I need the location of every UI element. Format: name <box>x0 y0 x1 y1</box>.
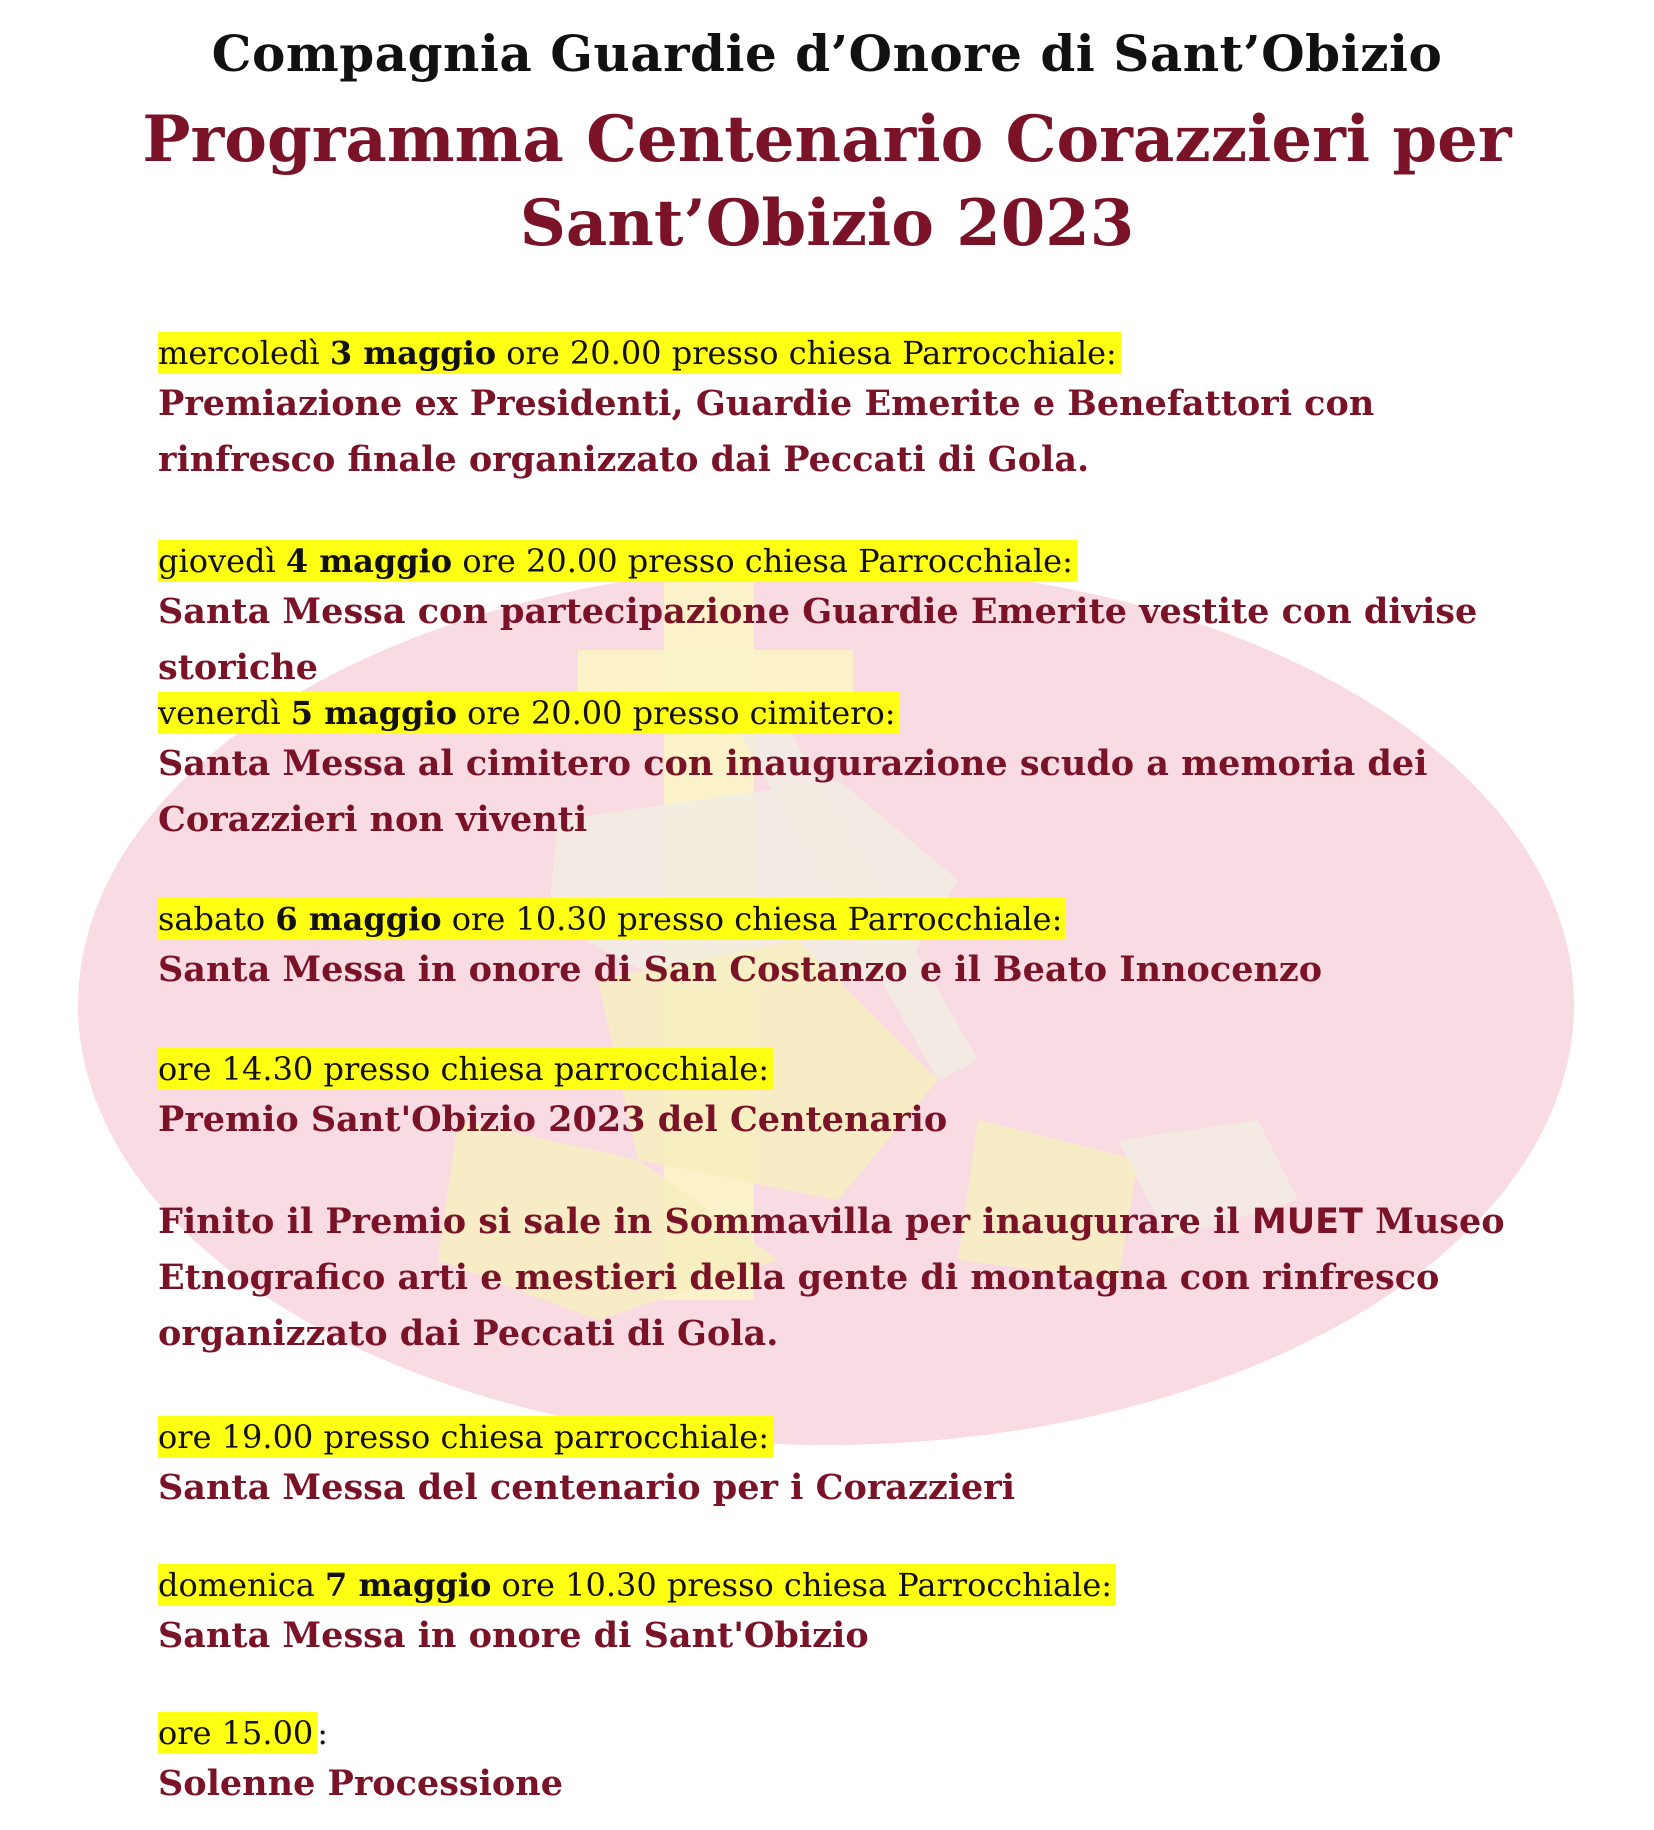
event-item <box>158 1192 1528 1362</box>
event-time: ore 10.30 <box>491 1566 657 1604</box>
event-place: presso chiesa parrocchiale: <box>313 1418 769 1456</box>
organization-title: Compagnia Guardie d’Onore di Sant’Obizio <box>211 24 1443 83</box>
event-date: 6 maggio <box>275 900 442 938</box>
event-place: presso chiesa Parrocchiale: <box>607 900 1063 938</box>
event-day: venerdì <box>158 694 291 732</box>
event-date: 3 maggio <box>329 334 497 372</box>
program-title-line2: Sant’Obizio 2023 <box>519 186 1135 261</box>
event-time: ore 10.30 <box>441 900 608 938</box>
event-item <box>158 1564 1528 1664</box>
event-description: Santa Messa in onore di San Costanzo e il Beato Innocenzo <box>158 949 1323 990</box>
event-day: domenica <box>158 1566 326 1604</box>
event-date: 5 maggio <box>290 694 457 732</box>
event-day: giovedì <box>158 542 286 580</box>
event-description: Premiazione ex Presidenti, Guardie Emerite e Benefattori con rinfresco finale organizzato dai Peccati di Gola. <box>158 383 1375 480</box>
event-time: ore 15.00 <box>158 1714 314 1752</box>
event-time: ore 20.00 <box>496 334 662 372</box>
event-day: mercoledì <box>158 334 330 372</box>
event-time: ore 20.00 <box>457 694 623 732</box>
event-time: ore 14.30 <box>158 1050 314 1088</box>
event-item <box>158 332 1528 488</box>
event-time: ore 19.00 <box>158 1418 314 1456</box>
event-date: 4 maggio <box>285 542 453 580</box>
program-title-line1: Programma Centenario Corazzieri per <box>142 102 1512 177</box>
event-place: presso chiesa Parrocchiale: <box>661 334 1117 372</box>
event-item <box>158 1416 1528 1516</box>
event-place: : <box>317 1714 329 1752</box>
program-title <box>0 98 1654 266</box>
event-place: presso cimitero: <box>622 694 896 732</box>
event-item <box>158 692 1528 848</box>
event-when <box>158 1712 317 1754</box>
event-when <box>158 1416 773 1458</box>
event-description-post: Museo Etnografico arti e mestieri della gente di montagna con rinfresco organizzato dai Peccati di Gola. <box>158 1201 1505 1354</box>
event-place: presso chiesa parrocchiale: <box>313 1050 769 1088</box>
event-time: ore 20.00 <box>452 542 618 580</box>
event-description: Premio Sant'Obizio 2023 del Centenario <box>158 1099 948 1140</box>
event-date: 7 maggio <box>325 1566 492 1604</box>
muet-label: MUET <box>1251 1202 1363 1242</box>
event-item <box>158 1712 1528 1812</box>
event-description: Santa Messa in onore di Sant'Obizio <box>158 1615 869 1656</box>
event-description: Santa Messa con partecipazione Guardie Emerite vestite con divise storiche <box>158 591 1478 688</box>
event-item <box>158 1048 1528 1148</box>
event-description: Solenne Processione <box>158 1763 563 1804</box>
event-when <box>158 1564 1116 1606</box>
event-when <box>158 692 900 734</box>
event-place: presso chiesa Parrocchiale: <box>656 1566 1113 1604</box>
event-description: Santa Messa del centenario per i Corazzieri <box>158 1467 1016 1508</box>
event-day: sabato <box>158 900 276 938</box>
event-description: Santa Messa al cimitero con inaugurazione scudo a memoria dei Corazzieri non viventi <box>158 743 1428 840</box>
event-when <box>158 332 1121 374</box>
event-when <box>158 898 1066 940</box>
event-description <box>158 1194 1528 1362</box>
event-item <box>158 898 1528 998</box>
event-place: presso chiesa Parrocchiale: <box>617 542 1073 580</box>
event-item <box>158 540 1528 696</box>
event-description-pre: Finito il Premio si sale in Sommavilla per inaugurare il <box>158 1201 1252 1242</box>
event-when <box>158 540 1077 582</box>
event-when <box>158 1048 773 1090</box>
